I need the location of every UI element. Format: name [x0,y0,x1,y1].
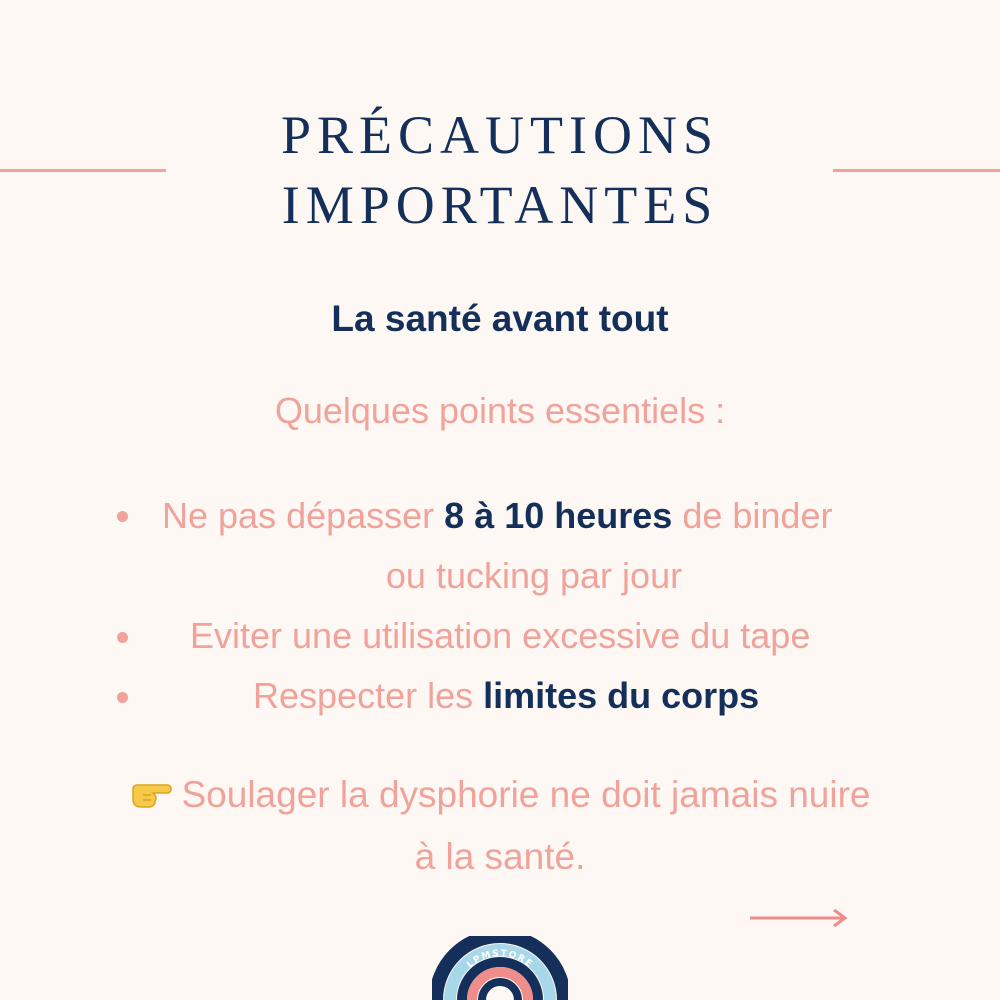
intro-text: Quelques points essentiels : [274,390,726,431]
emphasis-text: limites du corps [483,675,760,716]
bullet-dot [117,692,128,703]
list-item [0,666,1000,726]
bullet-line: ou tucking par jour [385,555,683,596]
brand-name: LPMSTORE [465,948,535,971]
brand-logo [432,936,568,1000]
subtitle: La santé avant tout [331,298,669,339]
title-line-1: PRÉCAUTIONS [280,105,720,165]
pointing-hand-icon [129,768,173,802]
list-item [0,606,1000,666]
note-line-1: Soulager la dysphorie ne doit jamais nuire [181,774,871,815]
arrow-right-icon[interactable] [748,905,852,931]
note-line-2: à la santé. [414,836,586,877]
title-line-2: IMPORTANTES [281,175,719,235]
page-title [0,100,1000,240]
bullet-dot [117,511,128,522]
list-item [0,486,1000,606]
bullet-line: Ne pas dépasser 8 à 10 heures de binder [162,495,833,536]
bullet-text: Respecter les limites du corps [253,675,760,716]
emphasis-text: 8 à 10 heures [444,495,673,536]
bullet-dot [117,632,128,643]
bullet-list [0,486,1000,726]
bullet-text: Eviter une utilisation excessive du tape [190,615,811,656]
closing-note [0,764,1000,888]
